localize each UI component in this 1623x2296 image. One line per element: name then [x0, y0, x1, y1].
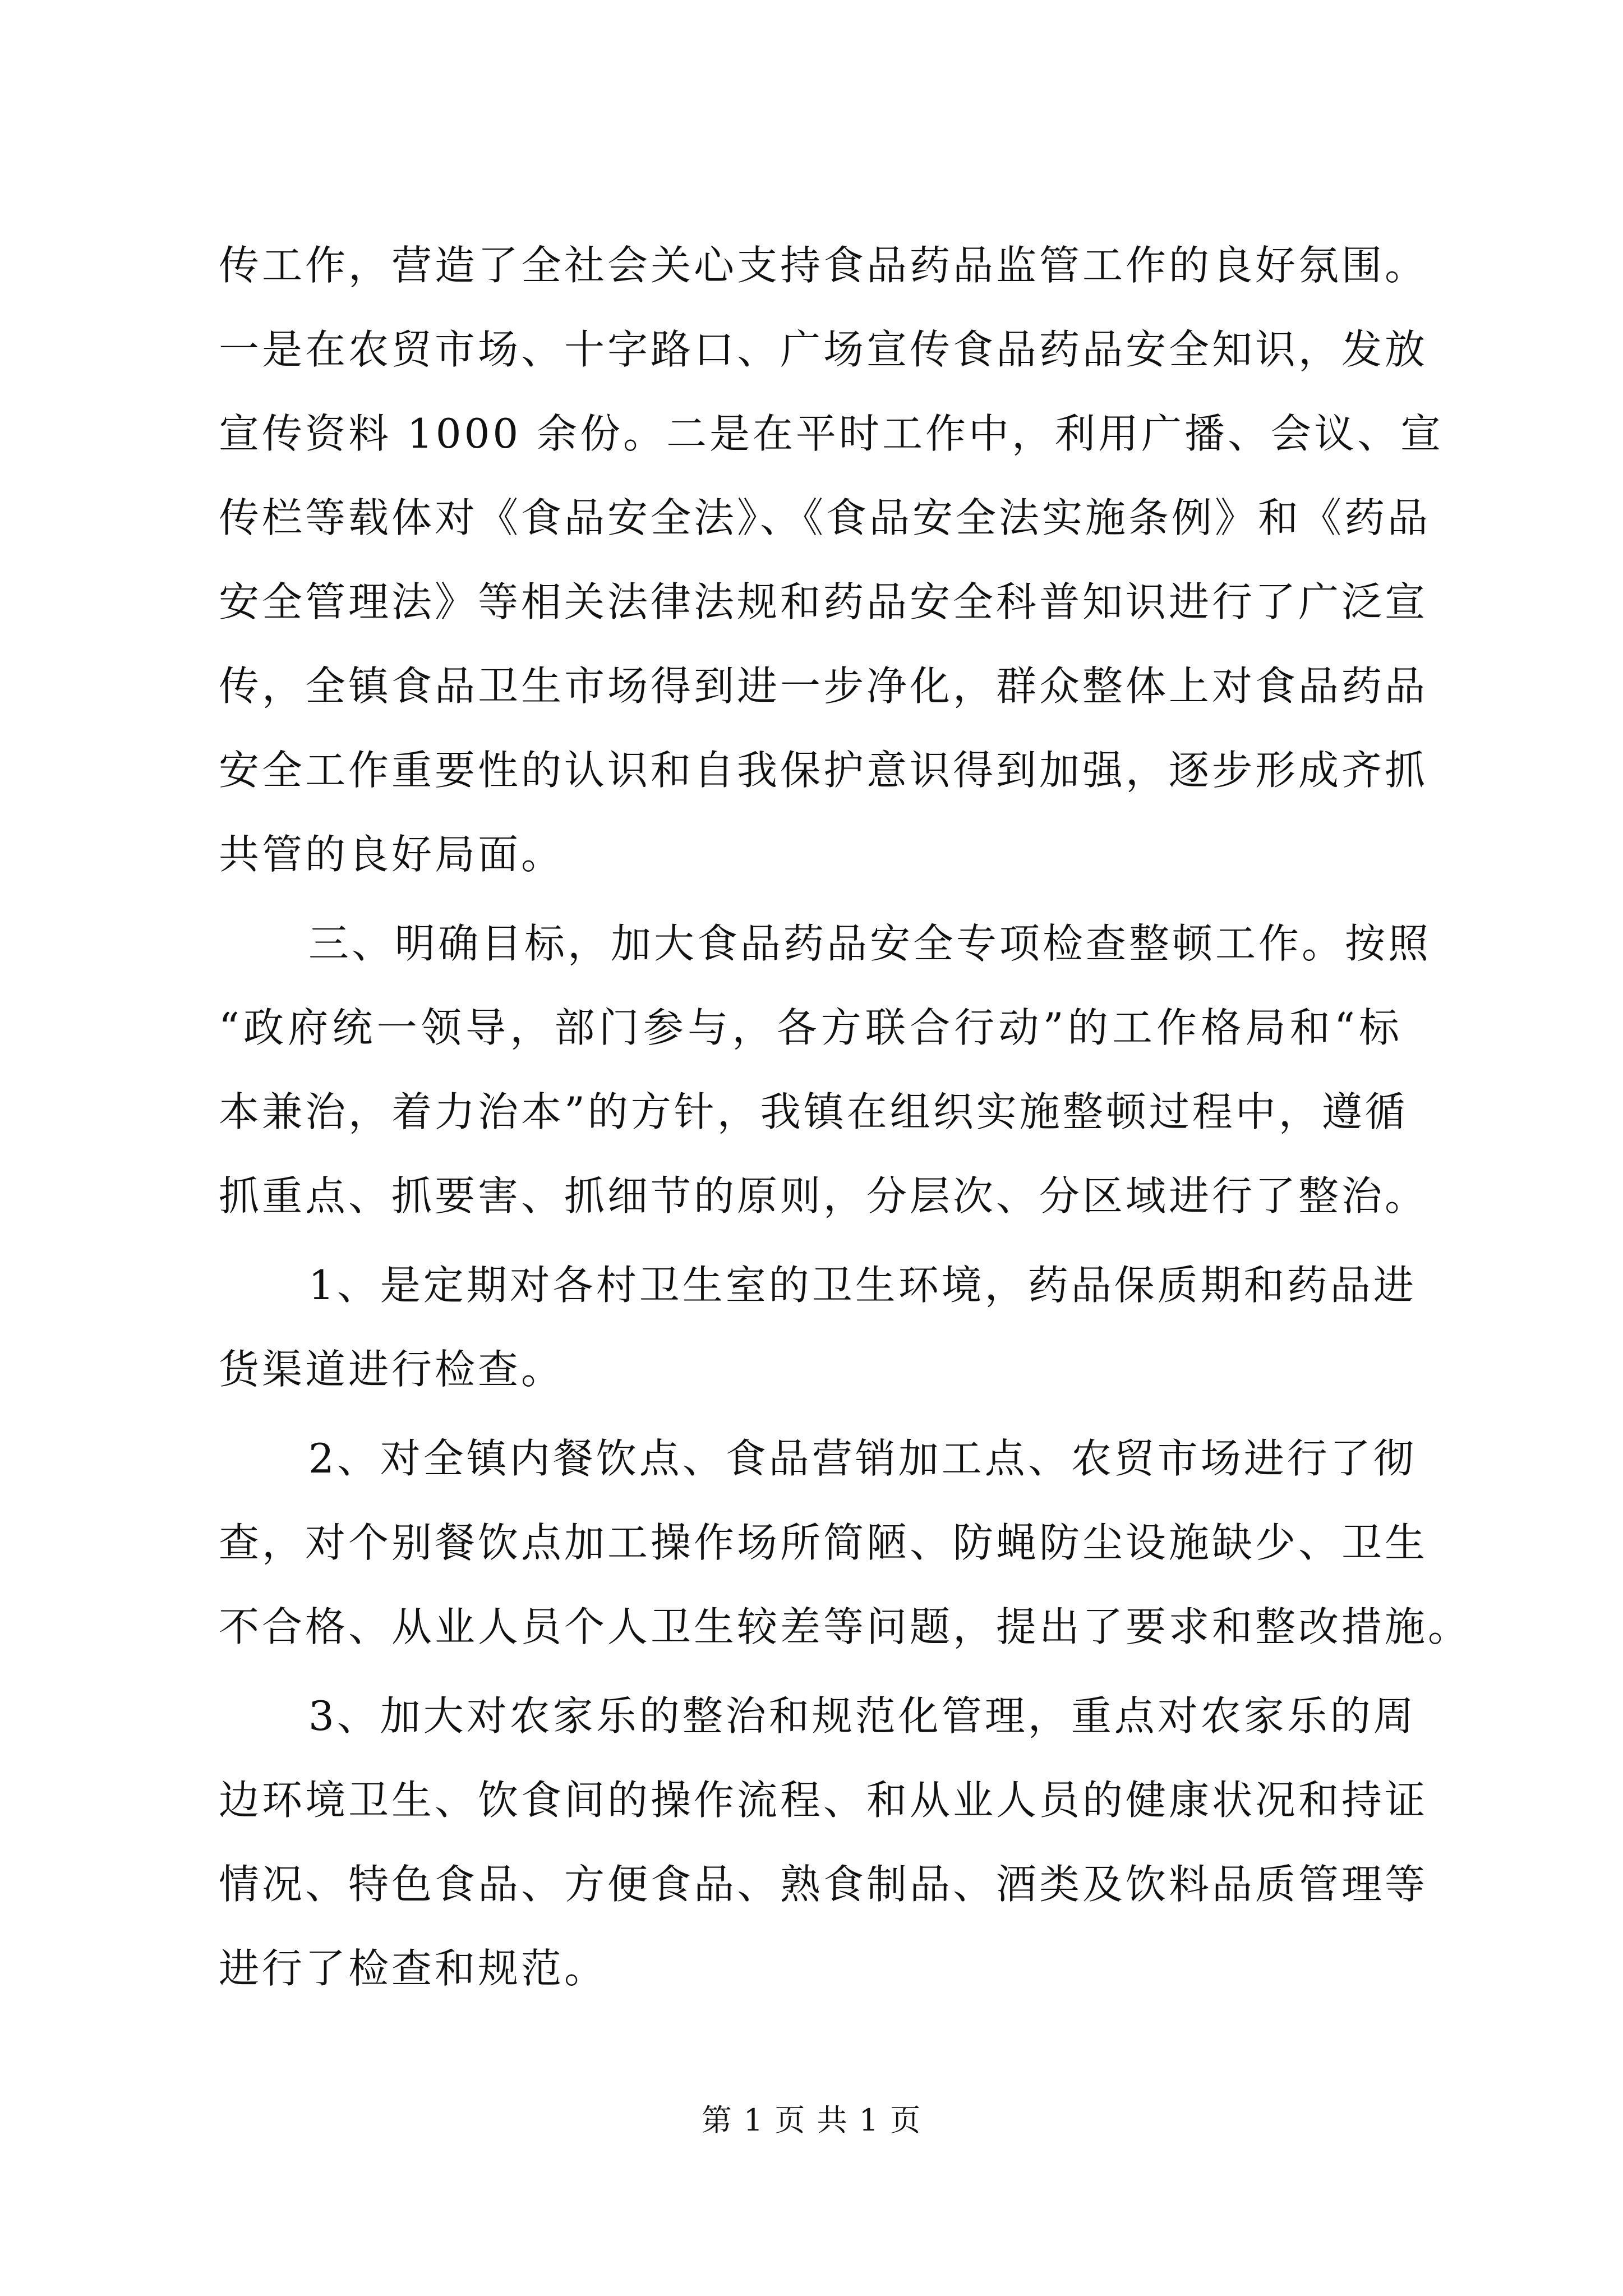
body-line-4: 传栏等载体对《食品安全法》、《食品安全法实施条例》和《药品	[219, 494, 1431, 541]
page-footer: 第 1 页 共 1 页	[701, 2102, 922, 2138]
body-line-8: 共管的良好局面。	[219, 831, 565, 878]
item-2-line-3: 不合格、从业人员个人卫生较差等问题，提出了要求和整改措施。	[219, 1603, 1472, 1650]
body-line-3: 宣传资料 1000 余份。二是在平时工作中，利用广播、会议、宣	[219, 410, 1444, 457]
item-3-line-4: 进行了检查和规范。	[219, 1945, 608, 1992]
section-three-line-4: 抓重点、抓要害、抓细节的原则，分层次、分区域进行了整治。	[219, 1172, 1428, 1220]
item-3-line-2: 边环境卫生、饮食间的操作流程、和从业人员的健康状况和持证	[219, 1777, 1428, 1824]
item-2-line-2: 查，对个别餐饮点加工操作场所简陋、防蝇防尘设施缺少、卫生	[219, 1519, 1428, 1566]
section-three-line-2: “政府统一领导，部门参与，各方联合行动”的工作格局和“标	[219, 1004, 1402, 1051]
section-three-line-3: 本兼治，着力治本”的方针，我镇在组织实施整顿过程中，遵循	[219, 1088, 1408, 1135]
item-1-line-1: 1、是定期对各村卫生室的卫生环境，药品保质期和药品进	[308, 1262, 1417, 1309]
item-3-line-3: 情况、特色食品、方便食品、熟食制品、酒类及饮料品质管理等	[219, 1861, 1428, 1908]
item-2-line-1: 2、对全镇内餐饮点、食品营销加工点、农贸市场进行了彻	[308, 1435, 1417, 1482]
body-line-7: 安全工作重要性的认识和自我保护意识得到加强，逐步形成齐抓	[219, 747, 1428, 794]
body-line-1: 传工作，营造了全社会关心支持食品药品监管工作的良好氛围。	[219, 242, 1428, 289]
body-line-2: 一是在农贸市场、十字路口、广场宣传食品药品安全知识，发放	[219, 326, 1428, 373]
body-line-5: 安全管理法》等相关法律法规和药品安全科普知识进行了广泛宣	[219, 578, 1428, 625]
body-line-6: 传，全镇食品卫生市场得到进一步净化，群众整体上对食品药品	[219, 662, 1428, 710]
item-1-line-2: 货渠道进行检查。	[219, 1346, 565, 1393]
item-3-line-1: 3、加大对农家乐的整治和规范化管理，重点对农家乐的周	[308, 1692, 1417, 1740]
section-three-line-1: 三、明确目标，加大食品药品安全专项检查整顿工作。按照	[308, 920, 1432, 967]
